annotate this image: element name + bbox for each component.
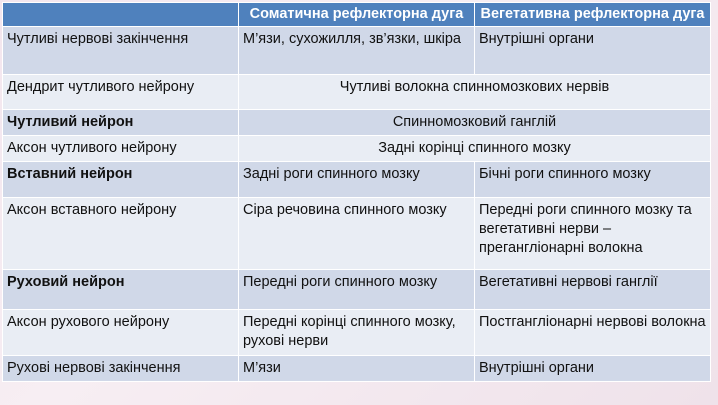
reflex-arc-table — [2, 2, 711, 382]
header-somatic: Соматична рефлекторна дуга — [239, 3, 475, 27]
vegetative-cell: Постгангліонарні нервові волокна — [475, 310, 711, 356]
row-label: Вставний нейрон — [3, 162, 239, 198]
vegetative-cell: Передні роги спинного мозку та вегетативні нерви – прегангліонарні волокна — [475, 198, 711, 270]
somatic-cell: Передні корінці спинного мозку, рухові нерви — [239, 310, 475, 356]
row-label: Аксон чутливого нейрону — [3, 136, 239, 162]
table-row — [3, 136, 711, 162]
table-row — [3, 75, 711, 110]
somatic-cell: М’язи — [239, 356, 475, 382]
vegetative-cell: Бічні роги спинного мозку — [475, 162, 711, 198]
row-label: Аксон рухового нейрону — [3, 310, 239, 356]
table-row — [3, 110, 711, 136]
somatic-cell: М’язи, сухожилля, зв’язки, шкіра — [239, 27, 475, 75]
merged-cell: Чутливі волокна спинномозкових нервів — [239, 75, 711, 110]
merged-cell: Спинномозковий ганглій — [239, 110, 711, 136]
row-label: Дендрит чутливого нейрону — [3, 75, 239, 110]
row-label: Рухові нервові закінчення — [3, 356, 239, 382]
header-vegetative: Вегетативна рефлекторна дуга — [475, 3, 711, 27]
vegetative-cell: Внутрішні органи — [475, 356, 711, 382]
table-row — [3, 27, 711, 75]
row-label: Аксон вставного нейрону — [3, 198, 239, 270]
row-label: Чутливі нервові закінчення — [3, 27, 239, 75]
table-row — [3, 162, 711, 198]
table-header-row — [3, 3, 711, 27]
somatic-cell: Задні роги спинного мозку — [239, 162, 475, 198]
table-row — [3, 310, 711, 356]
table-row — [3, 356, 711, 382]
somatic-cell: Сіра речовина спинного мозку — [239, 198, 475, 270]
header-corner-cell — [3, 3, 239, 27]
table-row — [3, 270, 711, 310]
row-label: Чутливий нейрон — [3, 110, 239, 136]
row-label: Руховий нейрон — [3, 270, 239, 310]
vegetative-cell: Вегетативні нервові ганглії — [475, 270, 711, 310]
table-row — [3, 198, 711, 270]
merged-cell: Задні корінці спинного мозку — [239, 136, 711, 162]
somatic-cell: Передні роги спинного мозку — [239, 270, 475, 310]
vegetative-cell: Внутрішні органи — [475, 27, 711, 75]
